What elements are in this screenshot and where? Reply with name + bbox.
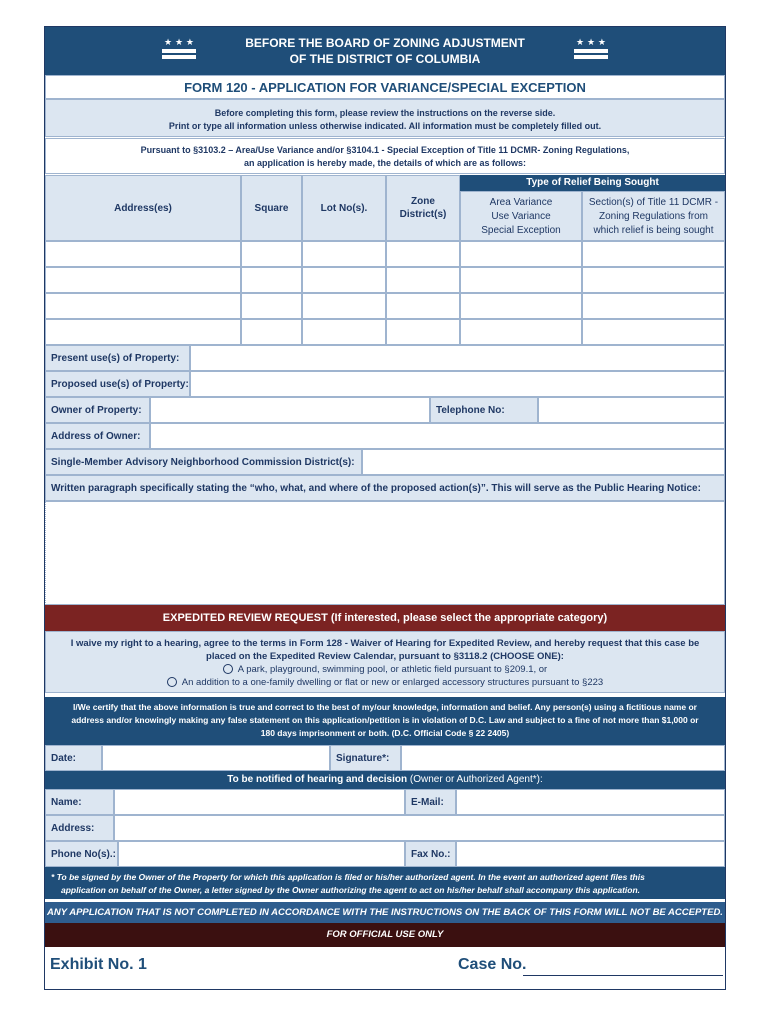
case-number-label: Case No. [458, 956, 527, 973]
table-cell-zone-row-4[interactable] [386, 319, 460, 345]
table-cell-relief-row-3[interactable] [460, 293, 582, 319]
table-cell-lot-row-1[interactable] [302, 241, 386, 267]
table-cell-section-row-3[interactable] [582, 293, 725, 319]
expedited-option-addition[interactable]: An addition to a one-family dwelling or flat or new or enlarged accessory structures pursuant to §223 [46, 676, 724, 689]
table-cell-square-row-2[interactable] [241, 267, 302, 293]
official-use-banner: FOR OFFICIAL USE ONLY [45, 923, 725, 947]
table-cell-lot-row-4[interactable] [302, 319, 386, 345]
fax-input[interactable] [456, 841, 725, 867]
owner-address-label: Address of Owner: [45, 423, 150, 449]
relief-header: Type of Relief Being Sought [460, 175, 725, 191]
anc-input[interactable] [362, 449, 725, 475]
notify-header: To be notified of hearing and decision (Owner or Authorized Agent*): [45, 771, 725, 789]
name-input[interactable] [114, 789, 405, 815]
table-cell-address-row-4[interactable] [45, 319, 241, 345]
col-lot: Lot No(s). [302, 175, 386, 241]
owner-label: Owner of Property: [45, 397, 150, 423]
table-cell-relief-row-4[interactable] [460, 319, 582, 345]
table-cell-section-row-1[interactable] [582, 241, 725, 267]
header-title: BEFORE THE BOARD OF ZONING ADJUSTMENT OF THE DISTRICT OF COLUMBIA [245, 36, 525, 66]
present-use-label: Present use(s) of Property: [45, 345, 190, 371]
radio-addition[interactable] [167, 677, 177, 687]
table-cell-address-row-1[interactable] [45, 241, 241, 267]
signature-input[interactable] [401, 745, 725, 771]
radio-park[interactable] [223, 664, 233, 674]
table-cell-square-row-1[interactable] [241, 241, 302, 267]
col-zone: Zone District(s) [386, 175, 460, 241]
table-cell-lot-row-2[interactable] [302, 267, 386, 293]
proposed-use-label: Proposed use(s) of Property: [45, 371, 190, 397]
table-cell-relief-row-1[interactable] [460, 241, 582, 267]
col-section: Section(s) of Title 11 DCMR - Zoning Regulations from which relief is being sought [582, 191, 725, 241]
form-title: FORM 120 - APPLICATION FOR VARIANCE/SPECIAL EXCEPTION [45, 75, 725, 99]
date-input[interactable] [102, 745, 330, 771]
contact-address-label: Address: [45, 815, 114, 841]
table-cell-section-row-2[interactable] [582, 267, 725, 293]
phone-label: Phone No(s).: [45, 841, 118, 867]
fax-label: Fax No.: [405, 841, 456, 867]
owner-input[interactable] [150, 397, 430, 423]
telephone-label: Telephone No: [430, 397, 538, 423]
property-table [45, 175, 725, 345]
dc-flag-right: ★ ★ ★ [574, 38, 608, 59]
table-cell-square-row-3[interactable] [241, 293, 302, 319]
anc-label: Single-Member Advisory Neighborhood Commission District(s): [45, 449, 362, 475]
email-input[interactable] [456, 789, 725, 815]
table-cell-square-row-4[interactable] [241, 319, 302, 345]
table-cell-relief-row-2[interactable] [460, 267, 582, 293]
exhibit-number: Exhibit No. 1 [50, 956, 147, 973]
dc-flag-left: ★ ★ ★ [162, 38, 196, 59]
warning-banner: ANY APPLICATION THAT IS NOT COMPLETED IN ACCORDANCE WITH THE INSTRUCTIONS ON THE BACK OF THIS FORM WILL NOT BE ACCEPTED. [45, 901, 725, 923]
table-cell-zone-row-3[interactable] [386, 293, 460, 319]
table-cell-section-row-4[interactable] [582, 319, 725, 345]
table-cell-address-row-2[interactable] [45, 267, 241, 293]
present-use-input[interactable] [190, 345, 725, 371]
table-cell-address-row-3[interactable] [45, 293, 241, 319]
expedited-body: I waive my right to a hearing, agree to the terms in Form 128 - Waiver of Hearing for Expedited Review, and hereby request that this case be placed on the Expedited Review Calendar, pursuant to §3118.2 (CHOOSE ONE): A park, playground, swimming pool, or athletic field pursuant to §209.1, or An addition to a one-family dwelling or flat or new or enlarged accessory structures pursuant to §223 [45, 631, 725, 693]
pursuant-text: Pursuant to §3103.2 – Area/Use Variance and/or §3104.1 - Special Exception of Title 11 DCMR- Zoning Regulations, an application is hereby made, the details of which are as follows: [45, 138, 725, 174]
table-cell-lot-row-3[interactable] [302, 293, 386, 319]
certification-text: I/We certify that the above information is true and correct to the best of my/our knowledge, information and belief. Any person(s) using a fictitious name or address and/or knowingly making any false statement on this application/petition is in violation of D.C. Law and subject to a fine of not more than $1,000 or 180 days imprisonment or both. (D.C. Official Code § 22 2405) [45, 697, 725, 745]
instructions: Before completing this form, please review the instructions on the reverse side. Print or type all information unless otherwise indicated. All information must be completely filled out. [45, 99, 725, 137]
contact-address-input[interactable] [114, 815, 725, 841]
public-notice-label: Written paragraph specifically stating the “who, what, and where of the proposed action(s)”. This will serve as the Public Hearing Notice: [45, 475, 725, 501]
name-label: Name: [45, 789, 114, 815]
col-square: Square [241, 175, 302, 241]
form-header [45, 27, 725, 75]
expedited-header: EXPEDITED REVIEW REQUEST (If interested, please select the appropriate category) [45, 605, 725, 631]
expedited-option-park[interactable]: A park, playground, swimming pool, or athletic field pursuant to §209.1, or [46, 663, 724, 676]
date-label: Date: [45, 745, 102, 771]
case-number-input[interactable] [523, 958, 723, 976]
email-label: E-Mail: [405, 789, 456, 815]
signature-label: Signature*: [330, 745, 401, 771]
table-cell-zone-row-1[interactable] [386, 241, 460, 267]
proposed-use-input[interactable] [190, 371, 725, 397]
phone-input[interactable] [118, 841, 405, 867]
footnote: * To be signed by the Owner of the Property for which this application is filed or his/her authorized agent. In the event an authorized agent files this application on behalf of the Owner, a letter signed by the Owner authorizing the agent to act on his/her behalf shall accompany this application. [45, 867, 725, 899]
col-relief-type: Area Variance Use Variance Special Exception [460, 191, 582, 241]
owner-address-input[interactable] [150, 423, 725, 449]
public-notice-textarea[interactable] [45, 501, 725, 605]
table-cell-zone-row-2[interactable] [386, 267, 460, 293]
col-address: Address(es) [45, 175, 241, 241]
telephone-input[interactable] [538, 397, 725, 423]
